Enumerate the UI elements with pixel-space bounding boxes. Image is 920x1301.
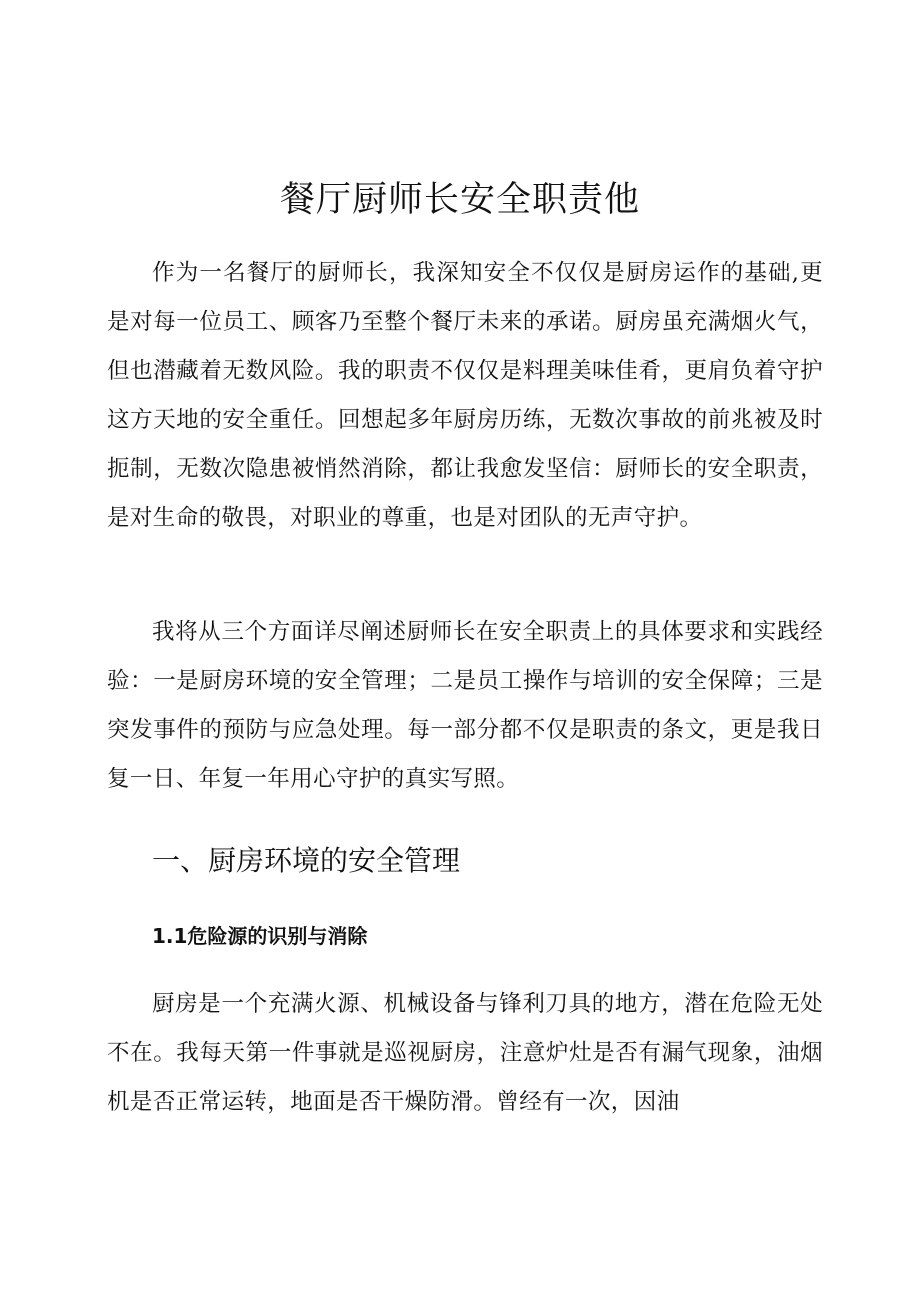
subsection-heading: 1.1危险源的识别与消除: [152, 924, 368, 948]
section-paragraph: 厨房是一个充满火源、机械设备与锋利刀具的地方，潜在危险无处不在。我每天第一件事就是巡视厨房，注意炉灶是否有漏气现象，油烟机是否正常运转，地面是否干燥防滑。曾经有一次，因油: [107, 991, 823, 1115]
section-heading: 一、厨房环境的安全管理: [152, 844, 461, 877]
overview-paragraph: 我将从三个方面详尽阐述厨师长在安全职责上的具体要求和实践经验：一是厨房环境的安全管理；二是员工操作与培训的安全保障；三是突发事件的预防与应急处理。每一部分都不仅是职责的条文，更是我日复一日、年复一年用心守护的真实写照。: [107, 619, 823, 792]
document-title: 餐厅厨师长安全职责他: [279, 180, 640, 220]
intro-paragraph: 作为一名餐厅的厨师长，我深知安全不仅仅是厨房运作的基础,更是对每一位员工、顾客乃至整个餐厅未来的承诺。厨房虽充满烟火气，但也潜藏着无数风险。我的职责不仅仅是料理美味佳肴，更肩负着守护这方天地的安全重任。回想起多年厨房历练，无数次事故的前兆被及时扼制，无数次隐患被悄然消除，都让我愈发坚信：厨师长的安全职责，是对生命的敬畏，对职业的尊重，也是对团队的无声守护。: [107, 260, 823, 531]
